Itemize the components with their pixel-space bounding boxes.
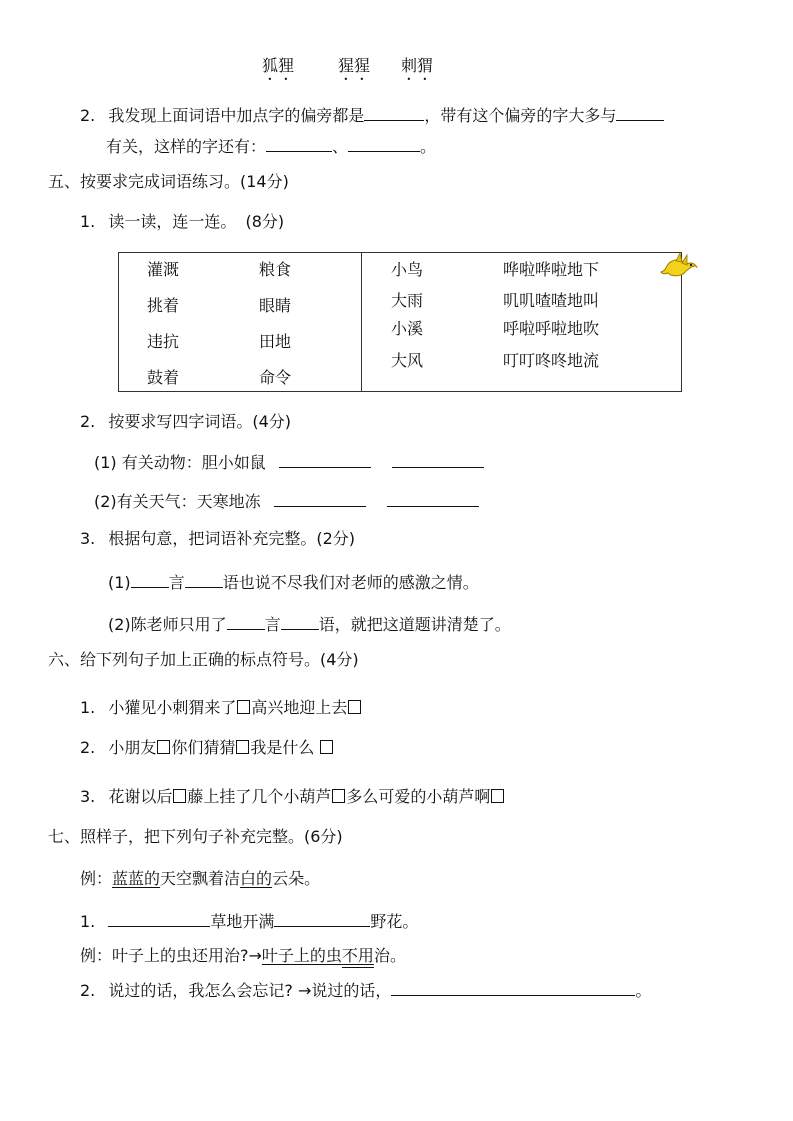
question-text: 我发现上面词语中加点字的偏旁都是 (108, 106, 365, 125)
top-word-1: 狐狸 (262, 56, 295, 75)
answer-blank[interactable] (387, 490, 479, 507)
left-word[interactable]: 灌溉 (147, 260, 180, 279)
q4-2-line2 (106, 135, 436, 157)
section-5-title: 五、按要求完成词语练习。(14分) (48, 172, 289, 191)
punctuation-box[interactable] (491, 789, 504, 803)
s5-q2-sub1 (94, 451, 484, 473)
sentence-part: 我是什么 (250, 738, 320, 757)
period: 。 (635, 981, 652, 1000)
answer-blank[interactable] (108, 910, 210, 927)
question-text: 根据句意，把词语补充完整。(2分) (108, 529, 356, 548)
section-7-title: 七、照样子，把下列句子补充完整。(6分) (48, 827, 343, 846)
s5-q2-sub2 (94, 490, 479, 512)
question-number: 3. (80, 787, 96, 806)
answer-blank[interactable] (364, 104, 424, 121)
sentence-part: 高兴地迎上去 (251, 698, 348, 717)
punctuation-box[interactable] (236, 740, 249, 754)
right-word[interactable]: 大风 (391, 351, 424, 370)
word-part: 言 (264, 615, 281, 634)
s7-example1 (80, 869, 320, 889)
sub-label: (2)有关天气：天寒地冻 (94, 492, 261, 511)
example-underlined: 蓝蓝的 (112, 869, 161, 888)
sub-label: (1) (108, 573, 131, 592)
sentence-part: 你们猜猜 (171, 738, 236, 757)
sentence-part: 藤上挂了几个小葫芦 (187, 787, 332, 806)
punctuation-box[interactable] (157, 740, 170, 754)
s5-q1 (80, 212, 284, 232)
question-number: 3. (80, 529, 96, 548)
answer-blank[interactable] (348, 135, 420, 152)
punctuation-box[interactable] (332, 789, 345, 803)
question-number: 1. (80, 912, 96, 931)
question-text: ，带有这个偏旁的字大多与 (424, 106, 617, 125)
sentence-part: 小獾见小刺猬来了 (108, 698, 237, 717)
top-word-3: 刺猬 (401, 56, 434, 75)
sentence-text: 语，就把这道题讲清楚了。 (318, 615, 511, 634)
answer-blank[interactable] (274, 910, 370, 927)
example-text: 云朵。 (272, 869, 321, 888)
sentence-part: 花谢以后 (108, 787, 173, 806)
punctuation-box[interactable] (348, 700, 361, 714)
matching-table (118, 252, 682, 392)
answer-blank[interactable] (131, 571, 169, 588)
answer-blank[interactable] (281, 613, 319, 630)
sentence-part: 多么可爱的小葫芦啊 (346, 787, 491, 806)
top-word-2: 猩猩 (338, 56, 371, 75)
left-match-word[interactable]: 命令 (259, 368, 292, 387)
right-match-word[interactable]: 呼啦呼啦地吹 (503, 319, 600, 338)
example-prefix: 例： (80, 869, 113, 888)
punctuation-box[interactable] (237, 700, 250, 714)
question-text: 按要求写四字词语。(4分) (108, 412, 292, 431)
sentence-text: 语也说不尽我们对老师的感激之情。 (222, 573, 479, 592)
question-number: 1. (80, 698, 96, 717)
q4-2-line1 (80, 104, 664, 126)
punctuation-box[interactable] (173, 789, 186, 803)
left-word[interactable]: 违抗 (147, 332, 180, 351)
question-number: 2. (80, 412, 96, 431)
question-number: 2. (80, 738, 96, 757)
sentence-text: 说过的话，我怎么会忘记? →说过的话， (108, 981, 392, 1000)
word-part: 言 (168, 573, 185, 592)
answer-blank[interactable] (616, 104, 664, 121)
left-match-word[interactable]: 粮食 (259, 260, 292, 279)
s7-q1 (80, 910, 418, 932)
sub-label: (1) 有关动物：胆小如鼠 (94, 453, 266, 472)
answer-blank[interactable] (279, 451, 371, 468)
question-text: 有关，这样的字还有： (106, 137, 267, 156)
question-number: 2. (80, 106, 96, 125)
answer-blank[interactable] (392, 451, 484, 468)
example-text: 天空飘着洁 (160, 869, 241, 888)
example-prefix: 例：叶子上的虫还用治?→ (80, 946, 262, 965)
answer-blank[interactable] (227, 613, 265, 630)
s7-q2 (80, 979, 651, 1001)
yellow-bird-icon (660, 252, 698, 282)
question-text: 读一读，连一连。 (108, 212, 237, 231)
right-match-word[interactable]: 叽叽喳喳地叫 (503, 291, 600, 310)
left-match-word[interactable]: 眼睛 (259, 296, 292, 315)
left-match-word[interactable]: 田地 (259, 332, 292, 351)
question-number: 2. (80, 981, 96, 1000)
s5-q3 (80, 529, 355, 549)
example-underlined: 白的 (240, 869, 273, 888)
example-underlined: 不用 (341, 946, 374, 965)
score: (8分) (245, 212, 285, 231)
example-text: 治。 (373, 946, 406, 965)
s6-q3 (80, 787, 505, 807)
answer-blank[interactable] (266, 135, 332, 152)
punctuation-box[interactable] (320, 740, 333, 754)
s5-q2 (80, 412, 291, 432)
sub-label: (2)陈老师只用了 (108, 615, 227, 634)
sentence-text: 草地开满 (210, 912, 275, 931)
left-word[interactable]: 鼓着 (147, 368, 180, 387)
right-match-word[interactable]: 哗啦哗啦地下 (503, 260, 600, 279)
sentence-part: 小朋友 (108, 738, 157, 757)
period: 。 (420, 137, 437, 156)
right-word[interactable]: 小鸟 (391, 260, 424, 279)
answer-blank[interactable] (185, 571, 223, 588)
sentence-text: 野花。 (370, 912, 419, 931)
answer-blank[interactable] (391, 979, 635, 996)
section-6-title: 六、给下列句子加上正确的标点符号。(4分) (48, 650, 359, 669)
s5-q3-sub2 (108, 613, 511, 635)
right-word[interactable]: 大雨 (391, 291, 424, 310)
separator: 、 (332, 137, 349, 156)
s5-q3-sub1 (108, 571, 479, 593)
table-divider (361, 253, 362, 391)
right-match-word[interactable]: 叮叮咚咚地流 (503, 351, 600, 370)
question-number: 1. (80, 212, 96, 231)
s7-example2 (80, 946, 406, 966)
answer-blank[interactable] (274, 490, 366, 507)
s6-q2 (80, 738, 334, 758)
right-word[interactable]: 小溪 (391, 319, 424, 338)
left-word[interactable]: 挑着 (147, 296, 180, 315)
example-underlined: 叶子上的虫 (261, 946, 342, 965)
s6-q1 (80, 698, 362, 718)
